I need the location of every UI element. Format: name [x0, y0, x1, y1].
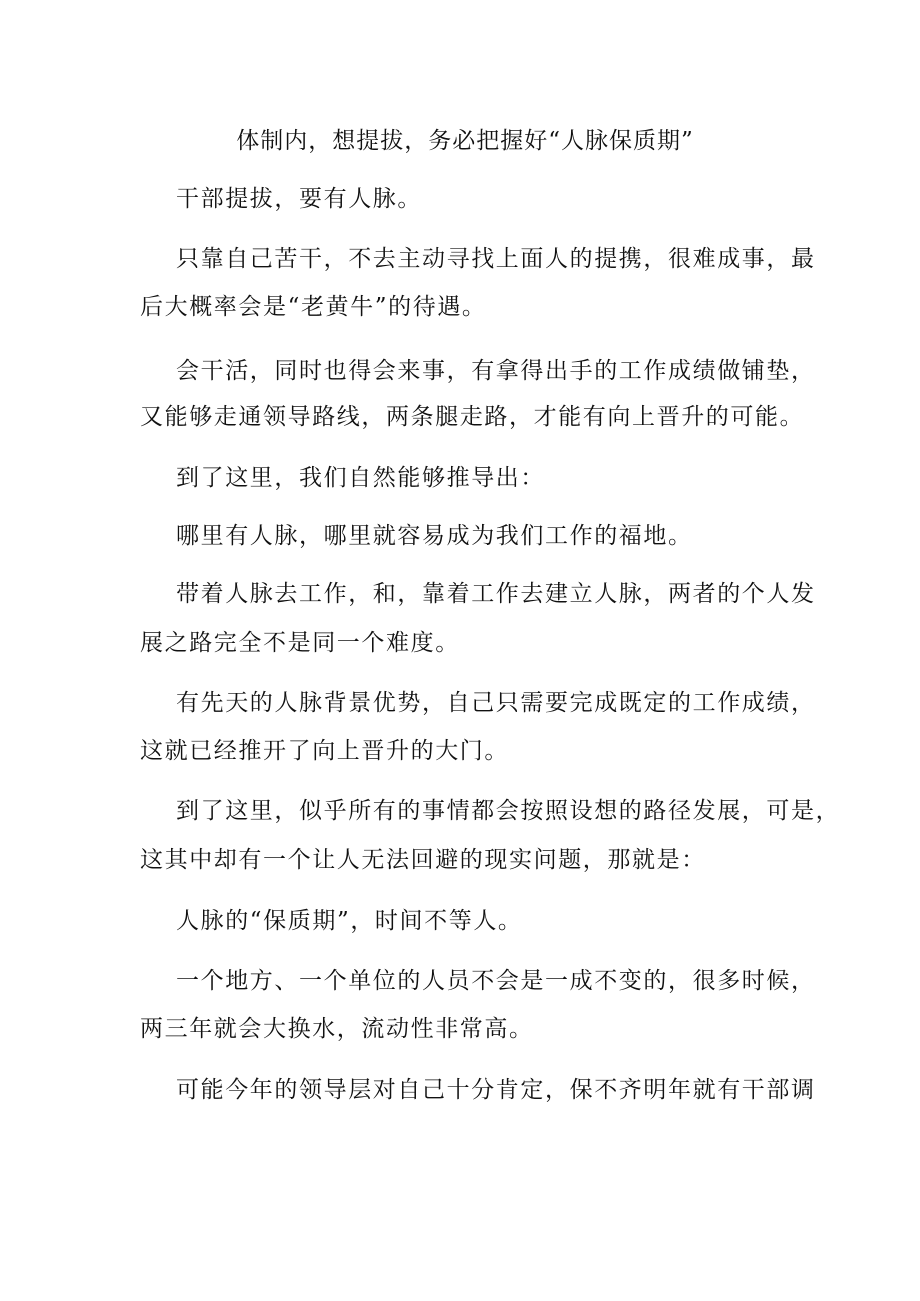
paragraph-line: 到了这里，似乎所有的事情都会按照设想的路径发展，可是，	[176, 798, 841, 824]
paragraph-line: 两三年就会大换水，流动性非常高。	[140, 1016, 534, 1042]
paragraph-line: 这其中却有一个让人无法回避的现实问题，那就是：	[140, 847, 706, 873]
paragraph-line: 会干活，同时也得会来事，有拿得出手的工作成绩做铺垫，	[176, 358, 816, 384]
paragraph-line: 带着人脉去工作，和，靠着工作去建立人脉，两者的个人发	[176, 581, 816, 607]
paragraph-line: 这就已经推开了向上晋升的大门。	[140, 738, 509, 764]
paragraph-line: 只靠自己苦干，不去主动寻找上面人的提携，很难成事，最	[176, 246, 816, 272]
paragraph-line: 展之路完全不是同一个难度。	[140, 630, 460, 656]
paragraph-line: 一个地方、一个单位的人员不会是一成不变的，很多时候，	[176, 968, 816, 994]
paragraph-line: 又能够走通领导路线，两条腿走路，才能有向上晋升的可能。	[140, 404, 805, 430]
paragraph-line: 哪里有人脉，哪里就容易成为我们工作的福地。	[176, 523, 693, 549]
paragraph-line: 后大概率会是“老黄牛”的待遇。	[140, 294, 487, 320]
paragraph-line: 可能今年的领导层对自己十分肯定，保不齐明年就有干部调	[176, 1077, 816, 1103]
paragraph-line: 干部提拔，要有人脉。	[176, 186, 422, 212]
paragraph-line: 到了这里，我们自然能够推导出：	[176, 465, 545, 491]
paragraph-line: 人脉的“保质期”，时间不等人。	[176, 908, 523, 934]
paragraph-line: 有先天的人脉背景优势，自己只需要完成既定的工作成绩，	[176, 690, 816, 716]
document-title: 体制内，想提拔，务必把握好“人脉保质期”	[236, 128, 694, 154]
